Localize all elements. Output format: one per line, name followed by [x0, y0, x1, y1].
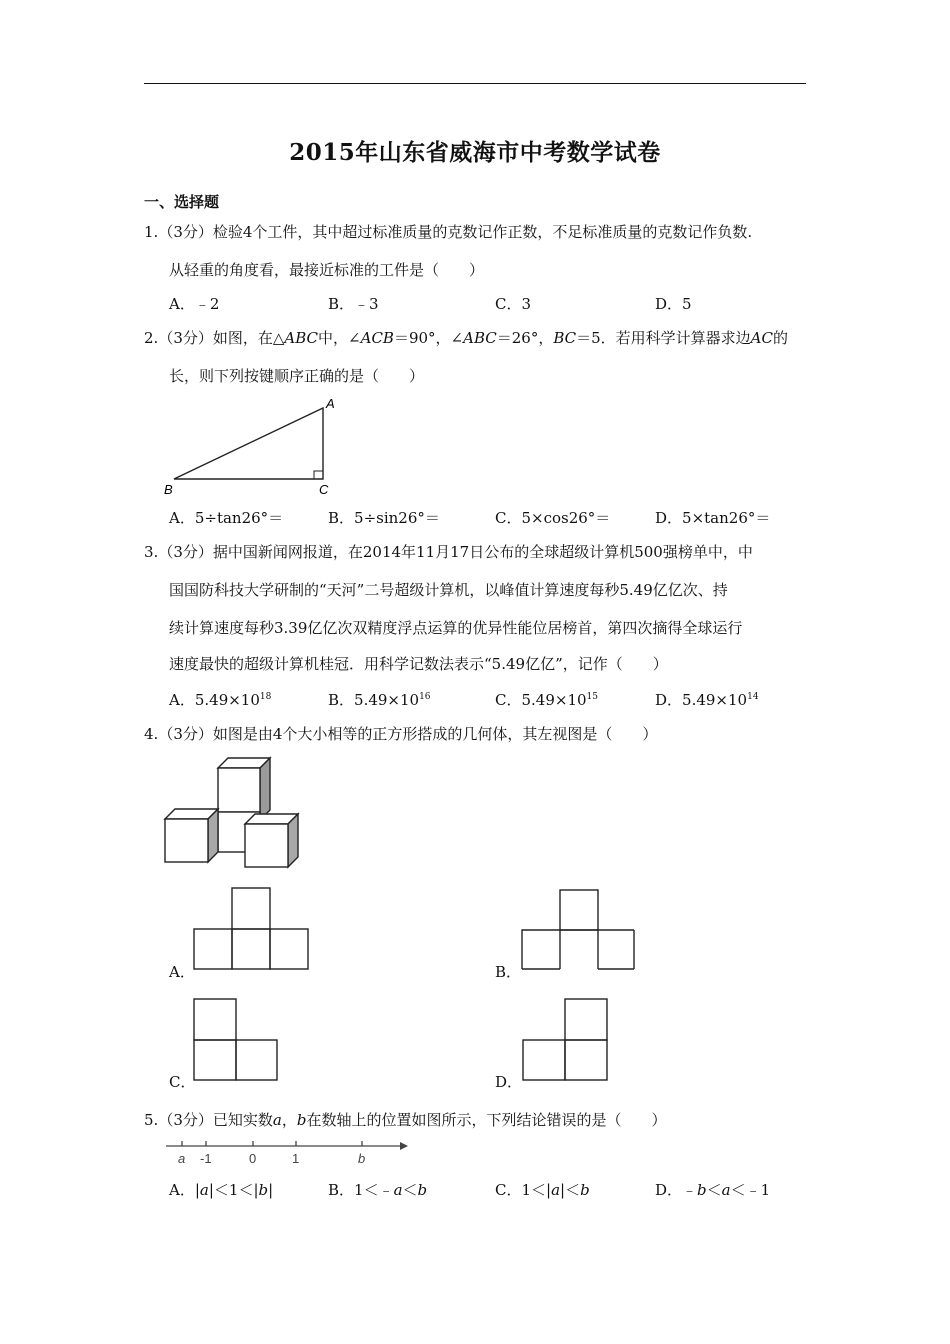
q2-option-d[interactable]: D．5×tan26°＝ [655, 509, 771, 527]
q4-option-d[interactable]: D． [495, 1073, 523, 1091]
axis-label-a: a [178, 1151, 186, 1166]
right-cube-front [245, 824, 288, 867]
header-rule [144, 83, 806, 84]
q2-line1: 2.（3分）如图，在△ABC中，∠ACB＝90°，∠ABC＝26°，BC＝5．若用科学计算器求边AC的 [144, 329, 788, 347]
q1-line2: 从轻重的角度看，最接近标准的工件是（ ） [169, 261, 485, 279]
top-cube-front [218, 768, 260, 812]
q3-option-c[interactable]: C．$5.49\times 10^{15}$ [495, 691, 598, 709]
vertex-label-b: B [164, 482, 173, 497]
vertex-label-c: C [319, 482, 329, 497]
vertex-label-a: A [326, 396, 335, 411]
triangle-abc [174, 408, 323, 479]
q5-option-a[interactable]: A．|a|＜1＜|b| [169, 1181, 274, 1199]
q5-option-b[interactable]: B．1＜﹣a＜b [328, 1181, 428, 1199]
q3-option-d[interactable]: D．$5.49\times 10^{14}$ [655, 691, 759, 709]
q5-line1: 5.（3分）已知实数a，b在数轴上的位置如图所示，下列结论错误的是（ ） [144, 1111, 667, 1129]
q2-line2: 长，则下列按键顺序正确的是（ ） [169, 367, 425, 385]
paper-title: 2015年山东省威海市中考数学试卷 [289, 139, 661, 166]
axis-label-one: 1 [292, 1151, 300, 1166]
q5-option-d[interactable]: D．﹣b＜a＜﹣1 [655, 1181, 771, 1199]
q4-line1: 4.（3分）如图是由4个大小相等的正方形搭成的几何体，其左视图是（ ） [144, 725, 658, 743]
section-heading: 一、选择题 [144, 193, 220, 211]
left-cube-side-face [208, 809, 218, 862]
q1-option-c[interactable]: C．3 [495, 295, 532, 313]
axis-label-b: b [358, 1151, 366, 1166]
q3-line1: 3.（3分）据中国新闻网报道，在2014年11月17日公布的全球超级计算机500强榜单中，中 [144, 543, 753, 561]
q1-option-b[interactable]: B．﹣3 [328, 295, 379, 313]
q5-option-c[interactable]: C．1＜|a|＜b [495, 1181, 590, 1199]
q3-line3: 续计算速度每秒3.39亿亿次双精度浮点运算的优异性能位居榜首，第四次摘得全球运行 [169, 619, 743, 637]
axis-arrow [400, 1142, 408, 1150]
q4-option-a[interactable]: A． [169, 963, 195, 981]
right-cube-side-face [288, 814, 298, 867]
q1-line1: 1.（3分）检验4个工件，其中超过标准质量的克数记作正数，不足标准质量的克数记作负数. [144, 223, 753, 241]
q4-option-b[interactable]: B． [495, 963, 522, 981]
right-angle-mark [314, 471, 323, 479]
q2-option-a[interactable]: A．5÷tan26°＝ [169, 509, 284, 527]
q2-option-b[interactable]: B．5÷sin26°＝ [328, 509, 440, 527]
q4-option-c[interactable]: C． [169, 1073, 196, 1091]
q1-option-a[interactable]: A．﹣2 [169, 295, 220, 313]
q3-line2: 国国防科技大学研制的“天河”二号超级计算机，以峰值计算速度每秒5.49亿亿次、持 [169, 581, 728, 599]
q4-option-d-figure[interactable] [522, 998, 612, 1084]
q4-option-b-figure[interactable] [521, 889, 637, 973]
top-cube-side-face [260, 758, 270, 820]
q4-option-a-figure[interactable] [193, 887, 309, 971]
q3-line4: 速度最快的超级计算机桂冠．用科学记数法表示“5.49亿亿”，记作（ ） [169, 655, 668, 673]
q4-cube-figure [160, 752, 310, 870]
q5-number-line [160, 1138, 420, 1170]
q4-option-c-figure[interactable] [193, 998, 283, 1084]
axis-label-zero: 0 [249, 1151, 257, 1166]
q3-option-a[interactable]: A．$5.49\times 10^{18}$ [169, 691, 272, 709]
q1-option-d[interactable]: D．5 [655, 295, 692, 313]
left-cube-front [165, 819, 208, 862]
q2-option-c[interactable]: C．5×cos26°＝ [495, 509, 611, 527]
q2-triangle-figure [160, 392, 350, 502]
axis-label-minus-one: -1 [200, 1151, 212, 1166]
q3-option-b[interactable]: B．$5.49\times 10^{16}$ [328, 691, 431, 709]
